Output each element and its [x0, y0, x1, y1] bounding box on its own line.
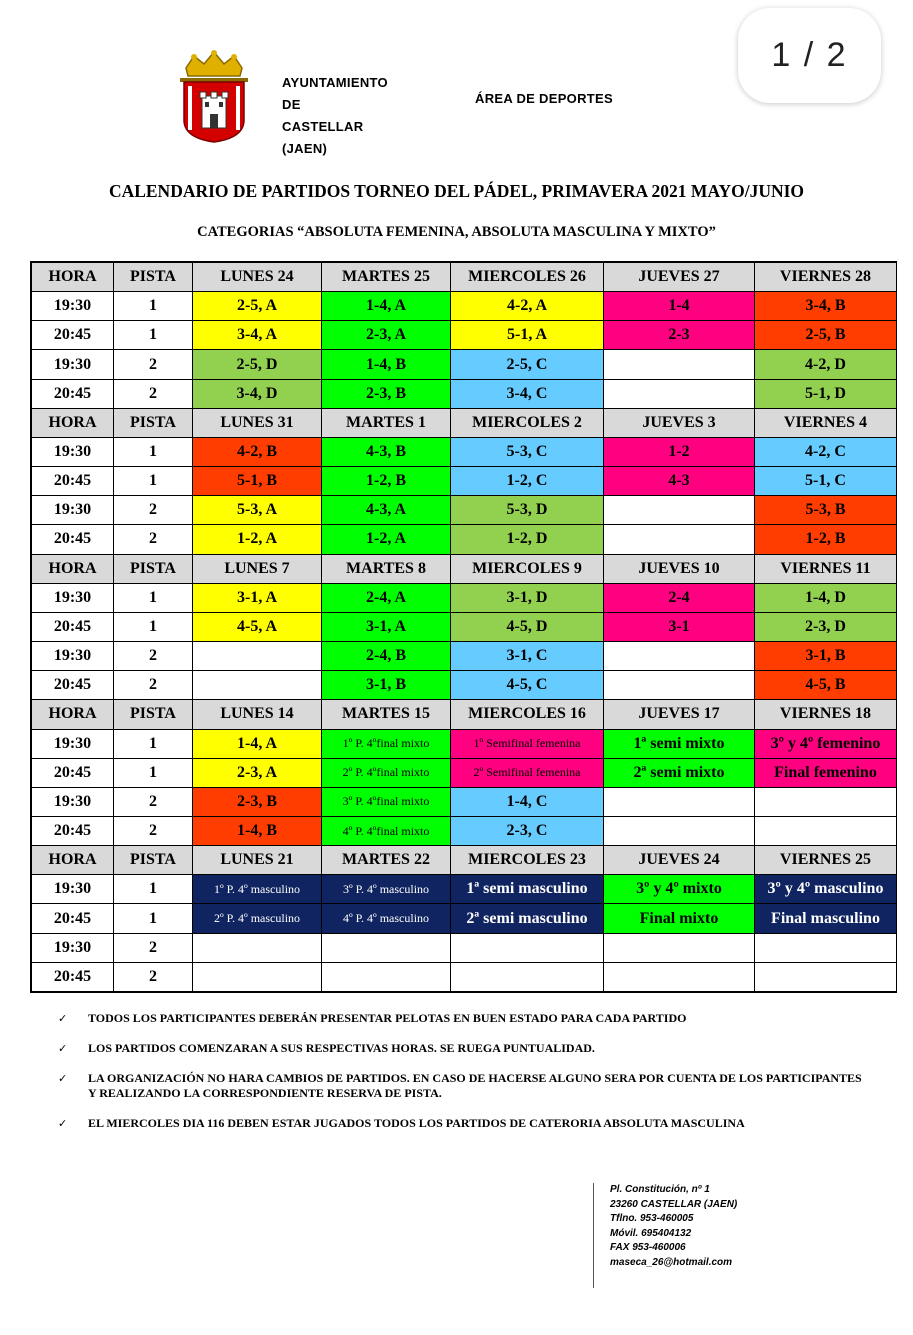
column-header-pista: PISTA [114, 700, 193, 729]
week-header-row [32, 554, 897, 583]
match-cell: 4-5, D [451, 612, 604, 641]
time-cell: 20:45 [32, 612, 114, 641]
match-cell: 1º P. 4ºfinal mixto [322, 729, 451, 758]
checkmark-icon: ✓ [58, 1117, 68, 1130]
column-header-hora: HORA [32, 846, 114, 875]
day-header: MARTES 1 [322, 408, 451, 437]
note-item [58, 1011, 868, 1026]
column-header-hora: HORA [32, 554, 114, 583]
match-cell: 5-3, D [451, 496, 604, 525]
match-cell: 4-5, B [755, 671, 897, 700]
match-cell: 2-5, D [193, 350, 322, 379]
document-subtitle: CATEGORIAS “ABSOLUTA FEMENINA, ABSOLUTA MASCULINA Y MIXTO” [197, 224, 716, 240]
empty-cell [604, 962, 755, 991]
schedule-row [32, 671, 897, 700]
checkmark-icon: ✓ [58, 1042, 68, 1055]
coat-of-arms-logo [174, 50, 254, 144]
empty-cell [604, 525, 755, 554]
checkmark-icon: ✓ [58, 1012, 68, 1025]
schedule-row [32, 962, 897, 991]
schedule-row [32, 612, 897, 641]
match-cell: 2-5, C [451, 350, 604, 379]
match-cell: 2-3, B [322, 379, 451, 408]
match-cell: 2-5, B [755, 321, 897, 350]
schedule-row [32, 379, 897, 408]
court-cell: 1 [114, 904, 193, 933]
court-cell: 2 [114, 816, 193, 845]
column-header-hora: HORA [32, 408, 114, 437]
match-cell: 4-2, B [193, 437, 322, 466]
day-header: LUNES 7 [193, 554, 322, 583]
court-cell: 1 [114, 875, 193, 904]
day-header: LUNES 31 [193, 408, 322, 437]
empty-cell [755, 787, 897, 816]
time-cell: 19:30 [32, 583, 114, 612]
court-cell: 1 [114, 729, 193, 758]
day-header: MARTES 8 [322, 554, 451, 583]
match-cell: 2-3, C [451, 816, 604, 845]
court-cell: 2 [114, 671, 193, 700]
match-cell: 1-4, A [322, 292, 451, 321]
match-cell: 4º P. 4º masculino [322, 904, 451, 933]
match-cell: 5-1, D [755, 379, 897, 408]
match-cell: 1-4, A [193, 729, 322, 758]
match-cell: 3º y 4º masculino [755, 875, 897, 904]
org-line: DE [282, 97, 301, 112]
schedule-row [32, 437, 897, 466]
contact-email: maseca_26@hotmail.com [610, 1256, 733, 1268]
page-indicator: 1 / 2 [738, 8, 881, 103]
match-cell: 1-4 [604, 292, 755, 321]
time-cell: 19:30 [32, 933, 114, 962]
match-cell: 3-1, A [322, 612, 451, 641]
match-cell: 2-3, A [322, 321, 451, 350]
match-cell: 5-1, B [193, 467, 322, 496]
schedule-row [32, 583, 897, 612]
match-cell: 1-4, C [451, 787, 604, 816]
day-header: LUNES 24 [193, 263, 322, 292]
match-cell: 1-4, B [322, 350, 451, 379]
match-cell: 4-5, C [451, 671, 604, 700]
day-header: MIERCOLES 2 [451, 408, 604, 437]
time-cell: 20:45 [32, 321, 114, 350]
day-header: JUEVES 3 [604, 408, 755, 437]
time-cell: 19:30 [32, 642, 114, 671]
contact-mobile: Móvil. 695404132 [610, 1227, 692, 1239]
time-cell: 19:30 [32, 437, 114, 466]
time-cell: 20:45 [32, 525, 114, 554]
match-cell: 2-3, A [193, 758, 322, 787]
match-cell: 4-2, D [755, 350, 897, 379]
match-cell: 1-2, A [322, 525, 451, 554]
contact-fax: FAX 953-460006 [610, 1242, 686, 1254]
match-cell: 2º P. 4ºfinal mixto [322, 758, 451, 787]
day-header: JUEVES 27 [604, 263, 755, 292]
match-cell: 3-4, A [193, 321, 322, 350]
court-cell: 2 [114, 525, 193, 554]
schedule-row [32, 816, 897, 845]
time-cell: 19:30 [32, 729, 114, 758]
schedule-row [32, 321, 897, 350]
court-cell: 2 [114, 933, 193, 962]
match-cell: Final mixto [604, 904, 755, 933]
match-cell: 2-3 [604, 321, 755, 350]
court-cell: 1 [114, 467, 193, 496]
match-cell: Final femenino [755, 758, 897, 787]
organization-name [282, 72, 388, 160]
empty-cell [322, 962, 451, 991]
time-cell: 20:45 [32, 758, 114, 787]
time-cell: 19:30 [32, 350, 114, 379]
match-cell: 2-5, A [193, 292, 322, 321]
schedule-row [32, 758, 897, 787]
schedule-row [32, 787, 897, 816]
match-cell: 3-1, B [755, 642, 897, 671]
note-text: LOS PARTIDOS COMENZARAN A SUS RESPECTIVAS HORAS. SE RUEGA PUNTUALIDAD. [88, 1041, 595, 1055]
match-cell: 2º P. 4º masculino [193, 904, 322, 933]
time-cell: 20:45 [32, 671, 114, 700]
day-header: MARTES 22 [322, 846, 451, 875]
match-cell: 4-3, B [322, 437, 451, 466]
match-cell: 2ª semi mixto [604, 758, 755, 787]
match-cell: 1-4, D [755, 583, 897, 612]
note-item [58, 1116, 868, 1131]
court-cell: 1 [114, 583, 193, 612]
empty-cell [604, 379, 755, 408]
match-cell: 4-5, A [193, 612, 322, 641]
court-cell: 2 [114, 642, 193, 671]
empty-cell [755, 962, 897, 991]
time-cell: 20:45 [32, 467, 114, 496]
schedule-row [32, 875, 897, 904]
match-cell: 1-2, B [322, 467, 451, 496]
schedule-row [32, 642, 897, 671]
note-text: TODOS LOS PARTICIPANTES DEBERÁN PRESENTAR PELOTAS EN BUEN ESTADO PARA CADA PARTIDO [88, 1011, 687, 1025]
match-cell: 3-4, B [755, 292, 897, 321]
column-header-pista: PISTA [114, 263, 193, 292]
match-cell: 3-1, D [451, 583, 604, 612]
match-cell: 1-2 [604, 437, 755, 466]
week-header-row [32, 846, 897, 875]
schedule-row [32, 525, 897, 554]
empty-cell [451, 962, 604, 991]
empty-cell [604, 933, 755, 962]
schedule-row [32, 292, 897, 321]
contact-city: 23260 CASTELLAR (JAEN) [610, 1198, 738, 1210]
match-cell: 4-3, A [322, 496, 451, 525]
schedule-table [30, 261, 897, 993]
note-text: EL MIERCOLES DIA 116 DEBEN ESTAR JUGADOS TODOS LOS PARTIDOS DE CATERORIA ABSOLUTA MASCULINA [88, 1116, 745, 1130]
match-cell: 3-1, A [193, 583, 322, 612]
match-cell: 5-3, A [193, 496, 322, 525]
day-header: JUEVES 17 [604, 700, 755, 729]
day-header: MIERCOLES 23 [451, 846, 604, 875]
time-cell: 20:45 [32, 379, 114, 408]
match-cell: 5-1, A [451, 321, 604, 350]
court-cell: 2 [114, 787, 193, 816]
org-line: (JAEN) [282, 141, 328, 156]
time-cell: 19:30 [32, 292, 114, 321]
empty-cell [604, 350, 755, 379]
match-cell: 3-4, D [193, 379, 322, 408]
empty-cell [193, 671, 322, 700]
match-cell: 2-4, B [322, 642, 451, 671]
match-cell: 4-2, C [755, 437, 897, 466]
time-cell: 19:30 [32, 787, 114, 816]
match-cell: 1-4, B [193, 816, 322, 845]
match-cell: 2º Semifinal femenina [451, 758, 604, 787]
time-cell: 20:45 [32, 816, 114, 845]
day-header: MARTES 25 [322, 263, 451, 292]
match-cell: 2ª semi masculino [451, 904, 604, 933]
match-cell: 4-3 [604, 467, 755, 496]
court-cell: 1 [114, 437, 193, 466]
note-item [58, 1041, 868, 1056]
match-cell: 1-2, C [451, 467, 604, 496]
empty-cell [193, 933, 322, 962]
empty-cell [193, 962, 322, 991]
contact-phone: Tflno. 953-460005 [610, 1213, 694, 1225]
schedule-row [32, 904, 897, 933]
court-cell: 1 [114, 612, 193, 641]
match-cell: 1-2, D [451, 525, 604, 554]
match-cell: 3-1, B [322, 671, 451, 700]
day-header: VIERNES 11 [755, 554, 897, 583]
match-cell: 5-3, C [451, 437, 604, 466]
day-header: LUNES 14 [193, 700, 322, 729]
court-cell: 1 [114, 292, 193, 321]
match-cell: 2-4, A [322, 583, 451, 612]
match-cell: 1ª semi mixto [604, 729, 755, 758]
schedule-row [32, 467, 897, 496]
match-cell: 3-1 [604, 612, 755, 641]
note-text: LA ORGANIZACIÓN NO HARA CAMBIOS DE PARTIDOS. EN CASO DE HACERSE ALGUNO SERA POR CUENTA DE LOS PARTICIPANTES Y REALIZANDO LA CORRESPONDIENTE RESERVA DE PISTA. [88, 1071, 862, 1100]
org-line: CASTELLAR [282, 119, 364, 134]
day-header: MIERCOLES 9 [451, 554, 604, 583]
schedule-row [32, 933, 897, 962]
match-cell: 1º P. 4º masculino [193, 875, 322, 904]
note-item [58, 1071, 868, 1101]
time-cell: 19:30 [32, 496, 114, 525]
contact-info [593, 1183, 810, 1288]
match-cell: 4-2, A [451, 292, 604, 321]
match-cell: 3º y 4º mixto [604, 875, 755, 904]
column-header-hora: HORA [32, 263, 114, 292]
day-header: VIERNES 4 [755, 408, 897, 437]
time-cell: 20:45 [32, 962, 114, 991]
day-header: VIERNES 28 [755, 263, 897, 292]
department-name: ÁREA DE DEPORTES [475, 91, 613, 106]
schedule-row [32, 350, 897, 379]
column-header-pista: PISTA [114, 846, 193, 875]
court-cell: 2 [114, 350, 193, 379]
court-cell: 1 [114, 758, 193, 787]
match-cell: 2-3, B [193, 787, 322, 816]
week-header-row [32, 408, 897, 437]
empty-cell [755, 933, 897, 962]
schedule-row [32, 729, 897, 758]
match-cell: 2-4 [604, 583, 755, 612]
match-cell: 1-2, A [193, 525, 322, 554]
match-cell: 3-4, C [451, 379, 604, 408]
match-cell: 1º Semifinal femenina [451, 729, 604, 758]
day-header: LUNES 21 [193, 846, 322, 875]
contact-address: Pl. Constitución, nº 1 [610, 1184, 710, 1195]
match-cell: 3º P. 4º masculino [322, 875, 451, 904]
court-cell: 2 [114, 962, 193, 991]
org-line: AYUNTAMIENTO [282, 75, 388, 90]
match-cell: 3-1, C [451, 642, 604, 671]
match-cell: 1-2, B [755, 525, 897, 554]
court-cell: 2 [114, 379, 193, 408]
match-cell: 5-1, C [755, 467, 897, 496]
empty-cell [604, 496, 755, 525]
document-title: CALENDARIO DE PARTIDOS TORNEO DEL PÁDEL, PRIMAVERA 2021 MAYO/JUNIO [108, 181, 805, 201]
day-header: MIERCOLES 16 [451, 700, 604, 729]
empty-cell [604, 671, 755, 700]
match-cell: 4º P. 4ºfinal mixto [322, 816, 451, 845]
court-cell: 2 [114, 496, 193, 525]
empty-cell [322, 933, 451, 962]
time-cell: 20:45 [32, 904, 114, 933]
match-cell: 5-3, B [755, 496, 897, 525]
day-header: MARTES 15 [322, 700, 451, 729]
empty-cell [604, 787, 755, 816]
week-header-row [32, 263, 897, 292]
day-header: VIERNES 18 [755, 700, 897, 729]
empty-cell [604, 642, 755, 671]
empty-cell [755, 816, 897, 845]
match-cell: 3º y 4º femenino [755, 729, 897, 758]
match-cell: 2-3, D [755, 612, 897, 641]
column-header-pista: PISTA [114, 554, 193, 583]
empty-cell [604, 816, 755, 845]
match-cell: 1ª semi masculino [451, 875, 604, 904]
week-header-row [32, 700, 897, 729]
time-cell: 19:30 [32, 875, 114, 904]
match-cell: Final masculino [755, 904, 897, 933]
day-header: MIERCOLES 26 [451, 263, 604, 292]
schedule-row [32, 496, 897, 525]
column-header-pista: PISTA [114, 408, 193, 437]
day-header: JUEVES 10 [604, 554, 755, 583]
day-header: VIERNES 25 [755, 846, 897, 875]
checkmark-icon: ✓ [58, 1072, 68, 1085]
column-header-hora: HORA [32, 700, 114, 729]
court-cell: 1 [114, 321, 193, 350]
empty-cell [193, 642, 322, 671]
notes-list [58, 1011, 868, 1146]
empty-cell [451, 933, 604, 962]
match-cell: 3º P. 4ºfinal mixto [322, 787, 451, 816]
day-header: JUEVES 24 [604, 846, 755, 875]
